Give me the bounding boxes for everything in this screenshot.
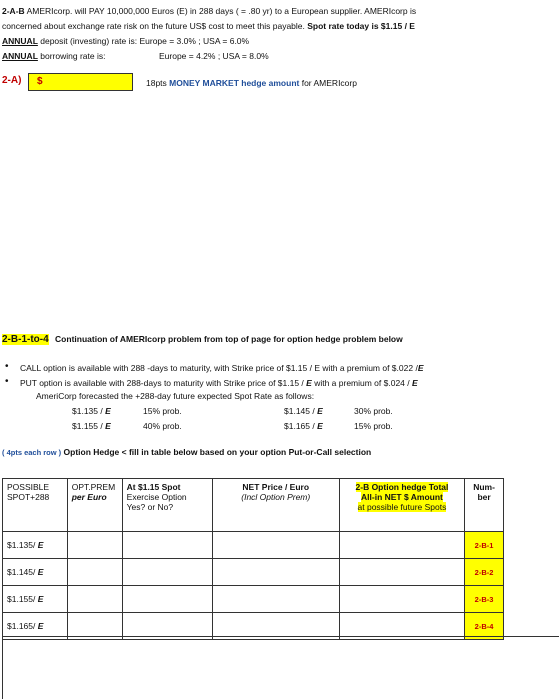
put-option-line: [20, 378, 418, 388]
borrow-rates: Europe = 4.2% ; USA = 8.0%: [159, 51, 269, 61]
row-number: 2-B-3: [465, 586, 504, 613]
intro-line-2: [2, 21, 415, 31]
header-opt-prem: OPT.PREM per Euro: [67, 479, 122, 532]
problem-label: 2-A-B: [2, 6, 25, 16]
intro-text-2: concerned about exchange rate risk on the future US$ cost to meet this payable.: [2, 21, 308, 31]
call-option-line: [20, 363, 423, 373]
borrow-rate-line: [2, 51, 105, 61]
money-market-label: MONEY MARKET hedge amount: [169, 78, 300, 88]
forecast-prob: 15% prob.: [143, 406, 182, 416]
forecast-intro: AmeriCorp forecasted the +288-day future expected Spot Rate as follows:: [36, 391, 315, 401]
section-b-label: 2-B-1-to-4: [2, 334, 49, 345]
forecast-prob: 15% prob.: [354, 421, 393, 431]
intro-text-1: AMERIcorp. will PAY 10,000,000 Euros (E) in 288 days ( = .80 yr) to a European supplier. AMERIcorp is: [24, 6, 417, 16]
table-row: [3, 559, 504, 586]
answer-2a-label: 2-A): [2, 75, 22, 86]
forecast-rate: $1.165 / E: [284, 421, 323, 431]
dollar-sign: $: [37, 76, 43, 87]
put-option-text: PUT option is available with 288-days to maturity with Strike price of $1.15 /: [20, 378, 307, 388]
table-row: [3, 532, 504, 559]
net-price-cell[interactable]: [212, 532, 339, 559]
table-row: [3, 586, 504, 613]
spot-cell: $1.155/ E: [3, 586, 68, 613]
deposit-rate-line: [2, 36, 249, 46]
bottom-blank-area: [2, 636, 559, 699]
section-b-header: [2, 334, 403, 345]
net-price-cell[interactable]: [212, 559, 339, 586]
put-option-text-2: with a premium of $.024 /: [311, 378, 412, 388]
bullet-icon: •: [5, 361, 9, 372]
answer-2a-description: [146, 78, 357, 88]
hedge-total-cell[interactable]: [339, 559, 464, 586]
header-option-hedge-total: 2-B Option hedge Total All-in NET $ Amount at possible future Spots: [339, 479, 464, 532]
header-exercise: At $1.15 Spot Exercise Option Yes? or No?: [122, 479, 212, 532]
deposit-text: deposit (investing) rate is: Europe = 3.0% ; USA = 6.0%: [37, 36, 250, 46]
spot-rate-text: Spot rate today is $1.15 / E: [307, 21, 415, 31]
points-each-row: ( 4pts each row ): [2, 448, 62, 457]
money-market-answer-field[interactable]: [28, 73, 133, 91]
forecast-rate: $1.145 / E: [284, 406, 323, 416]
deposit-label: ANNUAL: [2, 36, 38, 46]
answer-tail: for AMERIcorp: [299, 78, 357, 88]
call-option-text: CALL option is available with 288 -days to maturity, with Strike price of $1.15 / E with a premium of $.022 /: [20, 363, 418, 373]
borrow-label: ANNUAL: [2, 51, 38, 61]
hedge-total-cell[interactable]: [339, 586, 464, 613]
row-number: 2-B-4: [465, 613, 504, 640]
exercise-cell[interactable]: [122, 532, 212, 559]
header-possible-spot: POSSIBLE SPOT+288: [3, 479, 68, 532]
opt-prem-cell[interactable]: [67, 559, 122, 586]
header-net-price: NET Price / Euro (Incl Option Prem): [212, 479, 339, 532]
forecast-rate: $1.135 / E: [72, 406, 111, 416]
opt-prem-cell[interactable]: [67, 586, 122, 613]
hedge-total-cell[interactable]: [339, 532, 464, 559]
borrow-text: borrowing rate is:: [37, 51, 106, 61]
forecast-rate: $1.155 / E: [72, 421, 111, 431]
exercise-cell[interactable]: [122, 586, 212, 613]
call-option-currency: E: [417, 363, 424, 373]
spot-cell: $1.145/ E: [3, 559, 68, 586]
section-b-title: Continuation of AMERIcorp problem from top of page for option hedge problem below: [55, 334, 403, 344]
spot-cell: $1.165/ E: [3, 613, 68, 640]
intro-line-1: [2, 6, 416, 16]
forecast-prob: 40% prob.: [143, 421, 182, 431]
opt-prem-cell[interactable]: [67, 532, 122, 559]
row-number: 2-B-1: [465, 532, 504, 559]
put-currency-2: E: [412, 378, 418, 388]
forecast-prob: 30% prob.: [354, 406, 393, 416]
points-text: 18pts: [146, 78, 170, 88]
spot-cell: $1.135/ E: [3, 532, 68, 559]
table-header-row: [3, 479, 504, 532]
header-number: Num- ber: [465, 479, 504, 532]
net-price-cell[interactable]: [212, 586, 339, 613]
option-hedge-note: [2, 447, 371, 457]
exercise-cell[interactable]: [122, 559, 212, 586]
option-hedge-table: [2, 478, 504, 640]
put-currency-1: E: [306, 378, 312, 388]
row-number: 2-B-2: [465, 559, 504, 586]
hedge-instruction: Option Hedge < fill in table below based on your option Put-or-Call selection: [61, 447, 372, 457]
bullet-icon: •: [5, 376, 9, 387]
